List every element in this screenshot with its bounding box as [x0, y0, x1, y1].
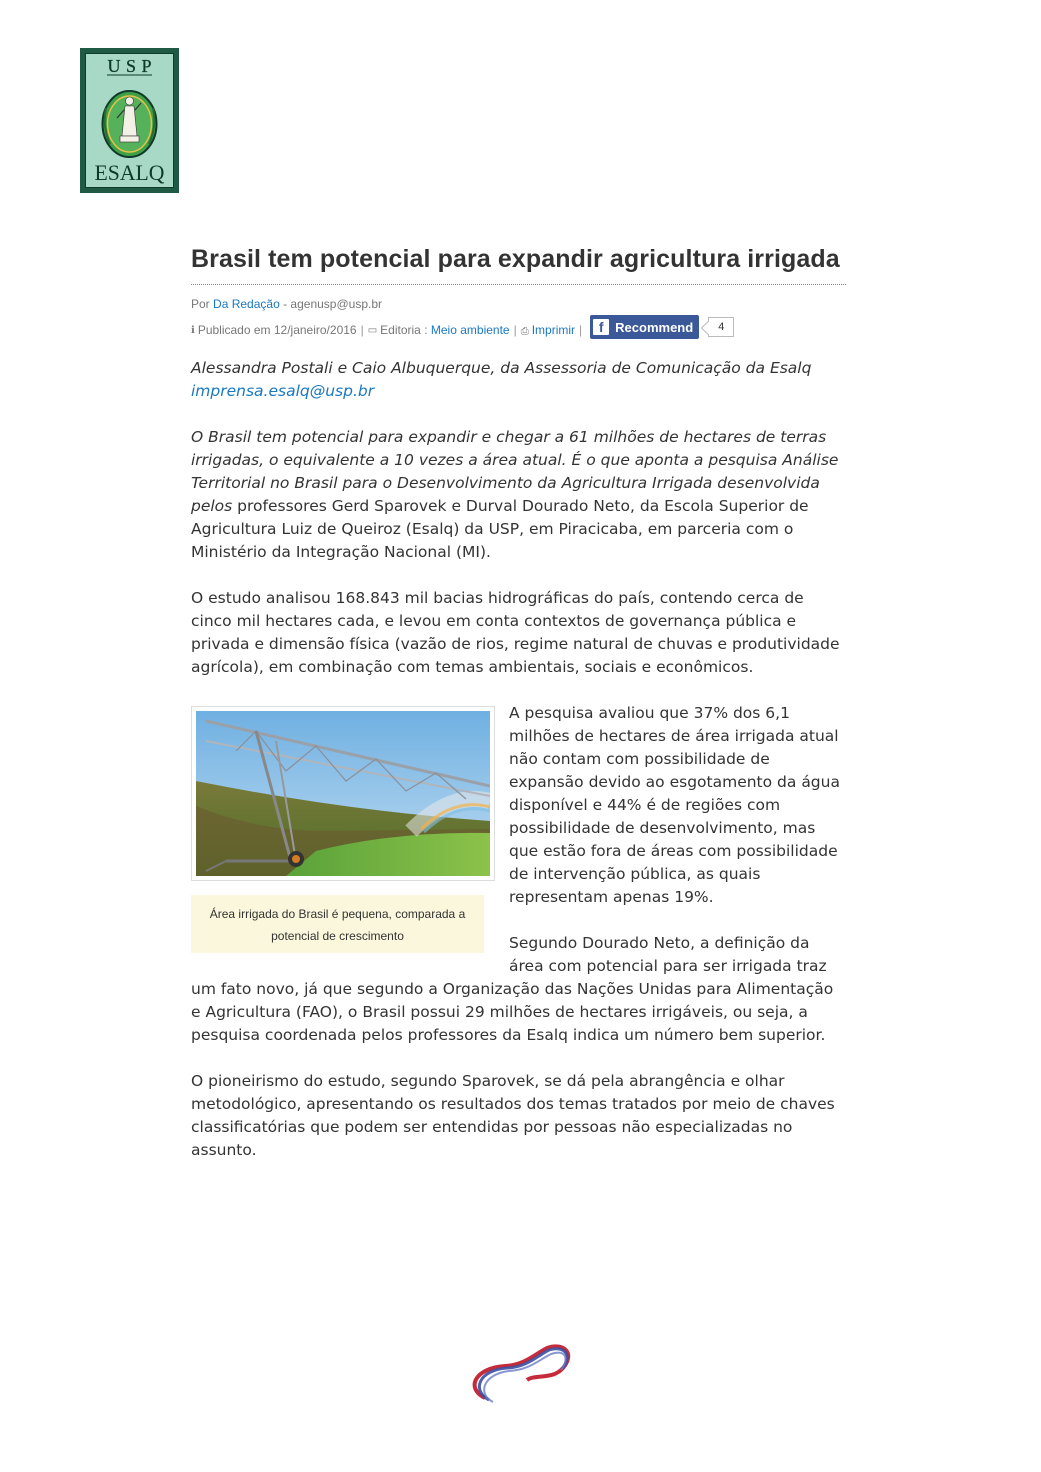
paragraph-5: O pioneirismo do estudo, segundo Sparovek, se dá pela abrangência e olhar metodológico, apresentando os resultados dos temas tratados por meio de chaves classificatórias que podem ser entendidas por pessoas não especializadas no assunto.	[191, 1072, 835, 1159]
print-link[interactable]	[521, 323, 575, 337]
lead-italic: O Brasil tem potencial para expandir e chegar a 61 milhões de hectares de terras irrigadas, o equivalente a 10 vezes a área atual. É o que aponta a pesquisa Análise Territorial no Brasil para o Desenvolvimento da Agricultura Irrigada desenvolvida pelos	[191, 428, 839, 515]
print-label: Imprimir	[531, 323, 576, 337]
paragraph-2: O estudo analisou 168.843 mil bacias hidrográficas do país, contendo cerca de cinco mil hectares cada, e levou em conta contextos de governança pública e privada e dimensão física (vazão de rios, regime natural de chuvas e produtividade agrícola), em combinação com temas ambientais, sociais e econômicos.	[191, 589, 840, 676]
editoria-link[interactable]: Meio ambiente	[430, 323, 510, 337]
swoosh-logo-icon	[465, 1340, 575, 1410]
byline	[191, 297, 846, 311]
logo-emblem-icon	[80, 48, 179, 193]
article-meta	[191, 319, 846, 341]
print-icon: ⎙	[520, 326, 529, 337]
facebook-recommend-label: Recommend	[615, 319, 694, 335]
byline-email: - agenusp@usp.br	[283, 297, 382, 311]
facebook-recommend-count: 4	[708, 317, 734, 337]
facebook-recommend-button[interactable]	[590, 315, 699, 339]
author-link[interactable]: Da Redação	[213, 297, 280, 311]
irrigation-photo-image	[196, 711, 490, 876]
logo-usp-text: USP	[107, 56, 152, 76]
meta-separator: |	[513, 323, 517, 337]
info-icon: ℹ	[191, 324, 195, 336]
figure-section	[191, 702, 846, 1047]
esalq-logo	[80, 48, 179, 193]
authors-block	[191, 357, 846, 403]
lead-rest: professores Gerd Sparovek e Durval Dourado Neto, da Escola Superior de Agricultura Luiz de Queiroz (Esalq) da USP, em Piracicaba, em parceria com o Ministério da Integração Nacional (MI).	[191, 497, 809, 561]
authors-email-link[interactable]: imprensa.esalq@usp.br	[191, 382, 375, 400]
article-title: Brasil tem potencial para expandir agricultura irrigada	[191, 245, 840, 273]
meta-separator: |	[579, 323, 583, 337]
meta-separator: |	[360, 323, 364, 337]
editoria-label: Editoria :	[380, 323, 428, 337]
article-figure	[191, 706, 497, 953]
article	[191, 246, 846, 1162]
paragraph-3: A pesquisa avaliou que 37% dos 6,1 milhões de hectares de área irrigada atual não contam com possibilidade de expansão devido ao esgotamento da água disponível e 44% é de regiões com possibilidade de desenvolvimento, mas que estão fora de áreas com possibilidade de intervenção pública, as quais representam apenas 19%.	[509, 704, 840, 906]
facebook-icon: f	[593, 319, 609, 335]
paragraph-4: Segundo Dourado Neto, a definição da área com potencial para ser irrigada traz um fato novo, já que segundo a Organização das Nações Unidas para Alimentação e Agricultura (FAO), o Brasil possui 29 milhões de hectares irrigáveis, ou seja, a pesquisa coordenada pelos professores da Esalq indica um número bem superior.	[191, 934, 834, 1044]
logo-esalq-text: ESALQ	[94, 160, 165, 185]
irrigation-photo	[191, 706, 495, 881]
published-date: Publicado em 12/janeiro/2016	[197, 323, 357, 337]
figure-caption: Área irrigada do Brasil é pequena, comparada a potencial de crescimento	[191, 895, 484, 953]
editoria-icon: ▭	[367, 324, 378, 336]
lead-paragraph	[191, 426, 846, 564]
byline-prefix: Por	[191, 297, 210, 311]
title-divider	[191, 284, 846, 285]
authors-line: Alessandra Postali e Caio Albuquerque, da Assessoria de Comunicação da Esalq	[191, 359, 812, 377]
